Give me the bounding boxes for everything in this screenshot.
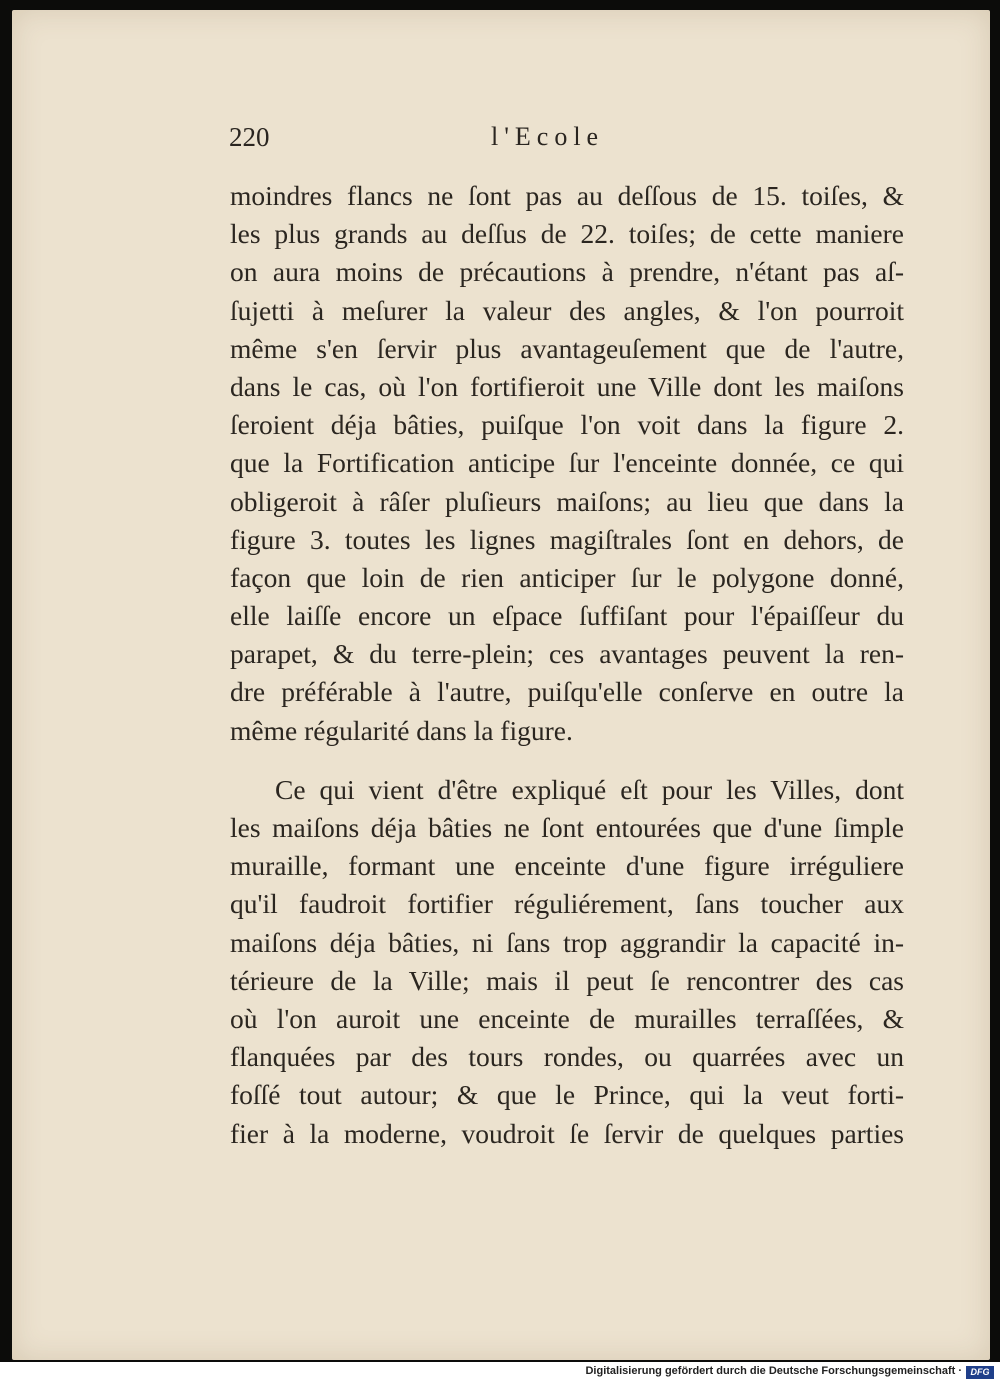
- text-line: figure 3. toutes les lignes magiſtrales ſont en dehors, de: [230, 523, 904, 555]
- text-line: foſſé tout autour; & que le Prince, qui la veut forti-: [230, 1079, 904, 1111]
- text-line: que la Fortification anticipe ſur l'enceinte donnée, ce qui: [230, 447, 904, 479]
- funding-credit: Digitalisierung gefördert durch die Deutsche Forschungsgemeinschaft ·: [585, 1365, 962, 1377]
- paragraph-gap: [230, 750, 904, 771]
- running-title: l'Ecole: [491, 122, 605, 151]
- text-line: les plus grands au deſſus de 22. toiſes; de cette maniere: [230, 218, 904, 250]
- digitization-footer: [0, 1362, 1000, 1384]
- text-line: même s'en ſervir plus avantageuſement que de l'autre,: [230, 332, 904, 364]
- text-line: muraille, formant une enceinte d'une figure irréguliere: [230, 850, 904, 882]
- text-line: moindres flancs ne ſont pas au deſſous de 15. toiſes, &: [230, 180, 904, 211]
- text-line: façon que loin de rien anticiper ſur le polygone donné,: [230, 561, 904, 593]
- text-line: maiſons déja bâties, ni ſans trop aggrandir la capacité in-: [230, 926, 904, 958]
- page-number: 220: [229, 122, 270, 152]
- text-line: ſeroient déja bâties, puiſque l'on voit dans la figure 2.: [230, 409, 904, 441]
- text-line: où l'on auroit une enceinte de murailles terraſſées, &: [230, 1002, 904, 1034]
- text-line: même régularité dans la figure.: [230, 714, 573, 746]
- text-line: fier à la moderne, voudroit ſe ſervir de quelques parties: [230, 1117, 904, 1149]
- dfg-logo-icon: DFG: [966, 1366, 994, 1379]
- running-head: [221, 122, 911, 162]
- text-line: Ce qui vient d'être expliqué eſt pour les Villes, dont: [275, 773, 904, 805]
- text-line: flanquées par des tours rondes, ou quarrées avec un: [230, 1041, 904, 1073]
- text-line: obligeroit à râſer pluſieurs maiſons; au lieu que dans la: [230, 485, 904, 517]
- text-line: qu'il faudroit fortifier réguliérement, ſans toucher aux: [230, 888, 904, 920]
- text-line: dans le cas, où l'on fortifieroit une Ville dont les maiſons: [230, 370, 904, 402]
- text-line: parapet, & du terre-plein; ces avantages peuvent la ren-: [230, 638, 904, 670]
- text-line: on aura moins de précautions à prendre, n'étant pas aſ-: [230, 256, 904, 288]
- body-text: [230, 177, 904, 1153]
- text-line: elle laiſſe encore un eſpace ſuffiſant pour l'épaiſſeur du: [230, 600, 904, 632]
- text-line: les maiſons déja bâties ne ſont entourées que d'une ſimple: [230, 812, 904, 843]
- text-line: dre préférable à l'autre, puiſqu'elle conſerve en outre la: [230, 676, 904, 708]
- text-line: térieure de la Ville; mais il peut ſe rencontrer des cas: [230, 964, 904, 996]
- text-line: ſujetti à meſurer la valeur des angles, & l'on pourroit: [230, 294, 904, 326]
